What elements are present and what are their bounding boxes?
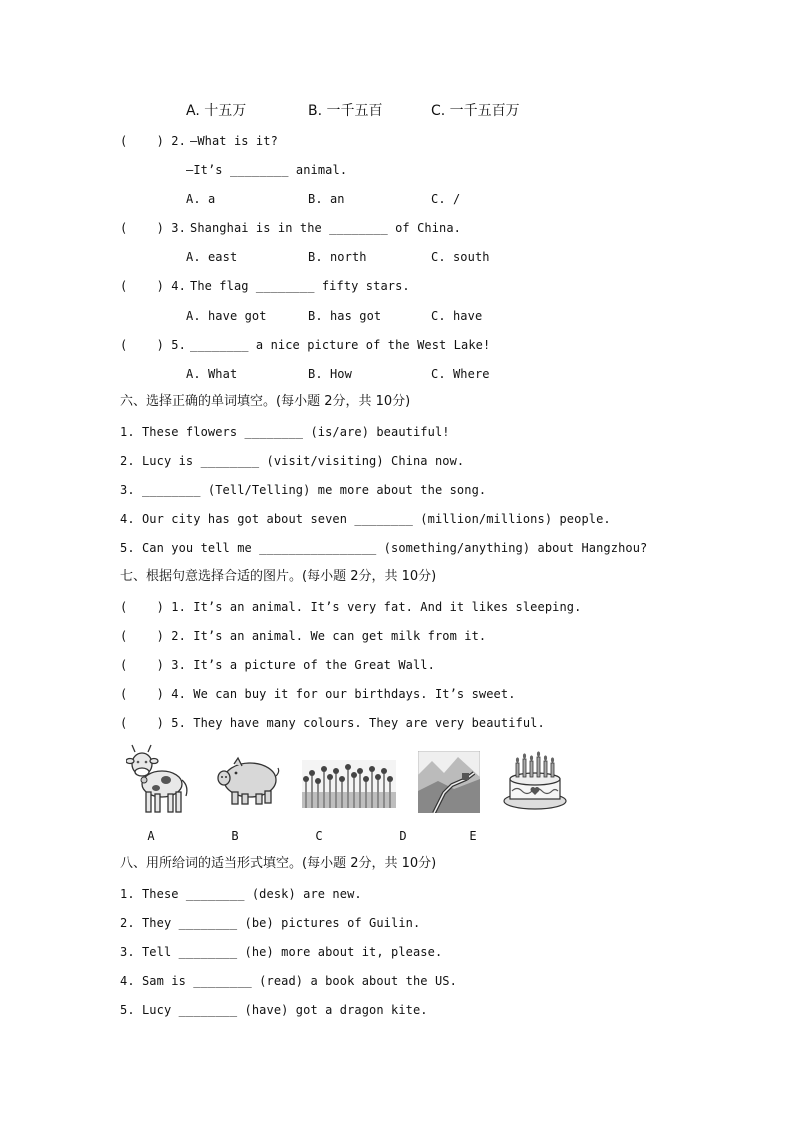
section-6-item: 2. Lucy is ________ (visit/visiting) China now. xyxy=(120,454,465,468)
section-8-item: 2. They ________ (be) pictures of Guilin. xyxy=(120,916,421,930)
q1-option-a: A. 十五万 xyxy=(186,103,247,119)
question-3-option-a: A. east xyxy=(186,250,238,264)
section-8-item: 3. Tell ________ (he) more about it, please. xyxy=(120,945,443,959)
section-7-item: ( ) 1. It’s an animal. It’s very fat. And it likes sleeping. xyxy=(120,600,582,614)
question-3-option-c: C. south xyxy=(431,250,490,264)
picture-label-c: C xyxy=(315,829,323,843)
question-2-option-b: B. an xyxy=(308,192,345,206)
section-8-heading: 八、用所给词的适当形式填空。(每小题 2分，共 10分) xyxy=(120,856,437,871)
flowers-icon xyxy=(302,760,396,808)
question-4-option-a: A. have got xyxy=(186,309,267,323)
question-2-text: —What is it? xyxy=(190,134,278,148)
picture-label-a: A xyxy=(147,829,155,843)
question-5-option-a: A. What xyxy=(186,367,238,381)
question-2-option-c: C. / xyxy=(431,192,461,206)
section-7-item: ( ) 4. We can buy it for our birthdays. It’s sweet. xyxy=(120,687,516,701)
question-5-option-b: B. How xyxy=(308,367,352,381)
question-3-text: Shanghai is in the ________ of China. xyxy=(190,221,462,235)
birthday-cake-icon xyxy=(502,749,568,811)
section-6-item: 5. Can you tell me ________________ (something/anything) about Hangzhou? xyxy=(120,541,648,555)
section-8-item: 5. Lucy ________ (have) got a dragon kite. xyxy=(120,1003,428,1017)
question-5-option-c: C. Where xyxy=(431,367,490,381)
question-2-subtext: —It’s ________ animal. xyxy=(186,163,348,177)
question-2-number: ( ) 2. xyxy=(120,134,194,148)
picture-label-d: D xyxy=(399,829,407,843)
pig-icon xyxy=(212,756,280,808)
question-5-text: ________ a nice picture of the West Lake! xyxy=(190,338,491,352)
picture-label-b: B xyxy=(231,829,239,843)
q1-option-b: B. 一千五百 xyxy=(308,103,383,119)
section-6-item: 1. These flowers ________ (is/are) beautiful! xyxy=(120,425,450,439)
question-4-text: The flag ________ fifty stars. xyxy=(190,279,410,293)
section-7-item: ( ) 3. It’s a picture of the Great Wall. xyxy=(120,658,435,672)
great-wall-icon xyxy=(418,751,480,813)
question-4-option-c: C. have xyxy=(431,309,483,323)
question-2-option-a: A. a xyxy=(186,192,216,206)
section-6-item: 3. ________ (Tell/Telling) me more about the song. xyxy=(120,483,487,497)
section-6-item: 4. Our city has got about seven ________ (million/millions) people. xyxy=(120,512,611,526)
cow-icon xyxy=(126,742,192,818)
section-8-item: 1. These ________ (desk) are new. xyxy=(120,887,362,901)
picture-label-e: E xyxy=(469,829,477,843)
q1-option-c: C. 一千五百万 xyxy=(431,103,520,119)
question-3-option-b: B. north xyxy=(308,250,367,264)
question-4-option-b: B. has got xyxy=(308,309,382,323)
question-4-number: ( ) 4. xyxy=(120,279,194,293)
section-7-heading: 七、根据句意选择合适的图片。(每小题 2分，共 10分) xyxy=(120,569,437,584)
section-7-item: ( ) 2. It’s an animal. We can get milk from it. xyxy=(120,629,487,643)
section-8-item: 4. Sam is ________ (read) a book about the US. xyxy=(120,974,457,988)
question-3-number: ( ) 3. xyxy=(120,221,194,235)
section-6-heading: 六、选择正确的单词填空。(每小题 2分，共 10分) xyxy=(120,394,411,409)
question-5-number: ( ) 5. xyxy=(120,338,194,352)
section-7-item: ( ) 5. They have many colours. They are very beautiful. xyxy=(120,716,545,730)
